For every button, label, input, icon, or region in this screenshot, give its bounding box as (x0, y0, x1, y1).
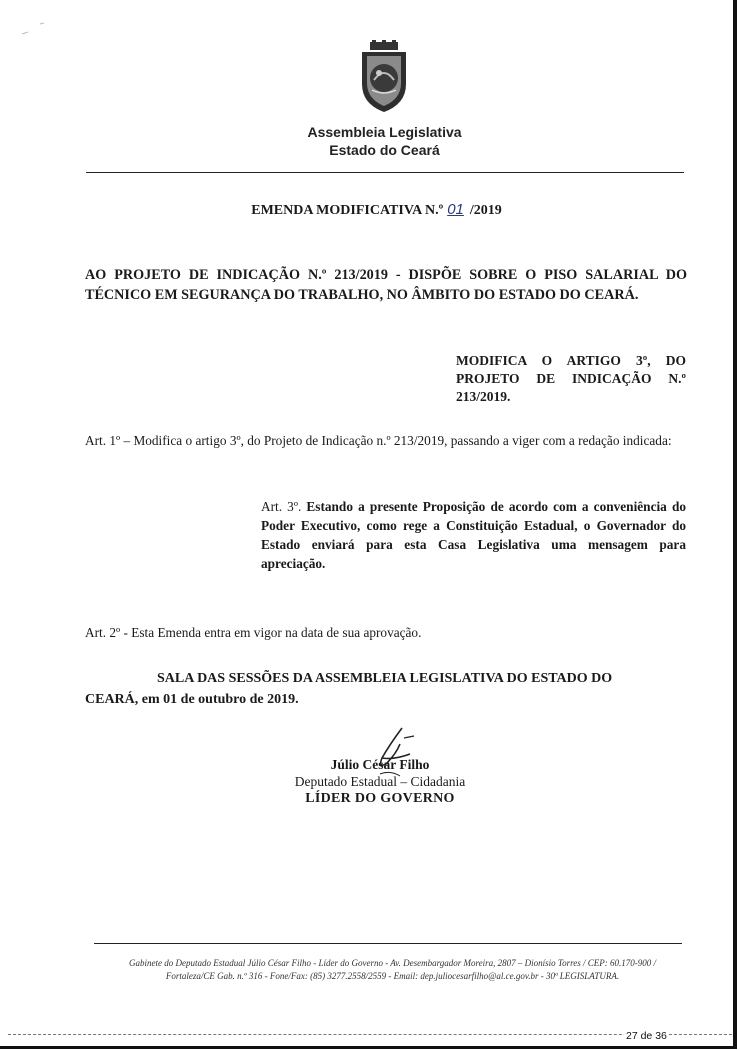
amendment-title-suffix: /2019 (469, 203, 502, 218)
amendment-title-prefix: EMENDA MODIFICATIVA N.º (251, 203, 444, 218)
amendment-number: 01 (447, 201, 464, 218)
footer-rule (94, 943, 682, 944)
footer-line-2: Fortaleza/CE Gab. n.º 316 - Fone/Fax: (85) 3277.2558/2559 - Email: dep.juliocesarfilho@al.ce.gov.br - 30ª LEGISLATURA. (165, 971, 620, 981)
sala-line-2: CEARÁ, em 01 de outubro de 2019. (85, 692, 299, 707)
ceara-coat-of-arms-icon (356, 40, 412, 114)
signatory-title: LÍDER DO GOVERNO (305, 791, 455, 806)
org-state: Estado do Ceará (329, 142, 440, 158)
subject-heading: AO PROJETO DE INDICAÇÃO N.º 213/2019 - DISPÕE SOBRE O PISO SALARIAL DO TÉCNICO EM SEGURANÇA DO TRABALHO, NO ÂMBITO DO ESTADO DO CEARÁ. (85, 267, 687, 303)
sala-das-sessoes (85, 668, 687, 710)
new-article-label: Art. 3º. (261, 499, 302, 514)
signatory-name: Júlio César Filho (330, 757, 430, 772)
org-name: Assembleia Legislativa (307, 124, 462, 140)
ementa: MODIFICA O ARTIGO 3º, DO PROJETO DE INDICAÇÃO N.º 213/2019. (456, 353, 686, 404)
new-article-3 (261, 497, 686, 573)
new-article-text: Estando a presente Proposição de acordo com a conveniência do Poder Executivo, como rege a Constituição Estadual, o Governador do Estado enviará para esta Casa Legislativa uma mensagem para apreciação. (261, 499, 686, 571)
signatory-role: Deputado Estadual – Cidadania (294, 774, 466, 789)
page-count: 27 de 36 (626, 1030, 667, 1042)
sala-line-1: SALA DAS SESSÕES DA ASSEMBLEIA LEGISLATIVA DO ESTADO DO (157, 671, 613, 686)
article-2: Art. 2º - Esta Emenda entra em vigor na data de sua aprovação. (85, 625, 422, 640)
scan-speck (20, 20, 60, 40)
article-1: Art. 1º – Modifica o artigo 3º, do Projeto de Indicação n.º 213/2019, passando a viger com a redação indicada: (85, 433, 672, 448)
amendment-title (6, 201, 741, 219)
footer-line-1: Gabinete do Deputado Estadual Júlio César Filho - Líder do Governo - Av. Desembargador Moreira, 2807 – Dionísio Torres / CEP: 60.170-900 / (128, 958, 657, 968)
header-rule (86, 172, 684, 173)
